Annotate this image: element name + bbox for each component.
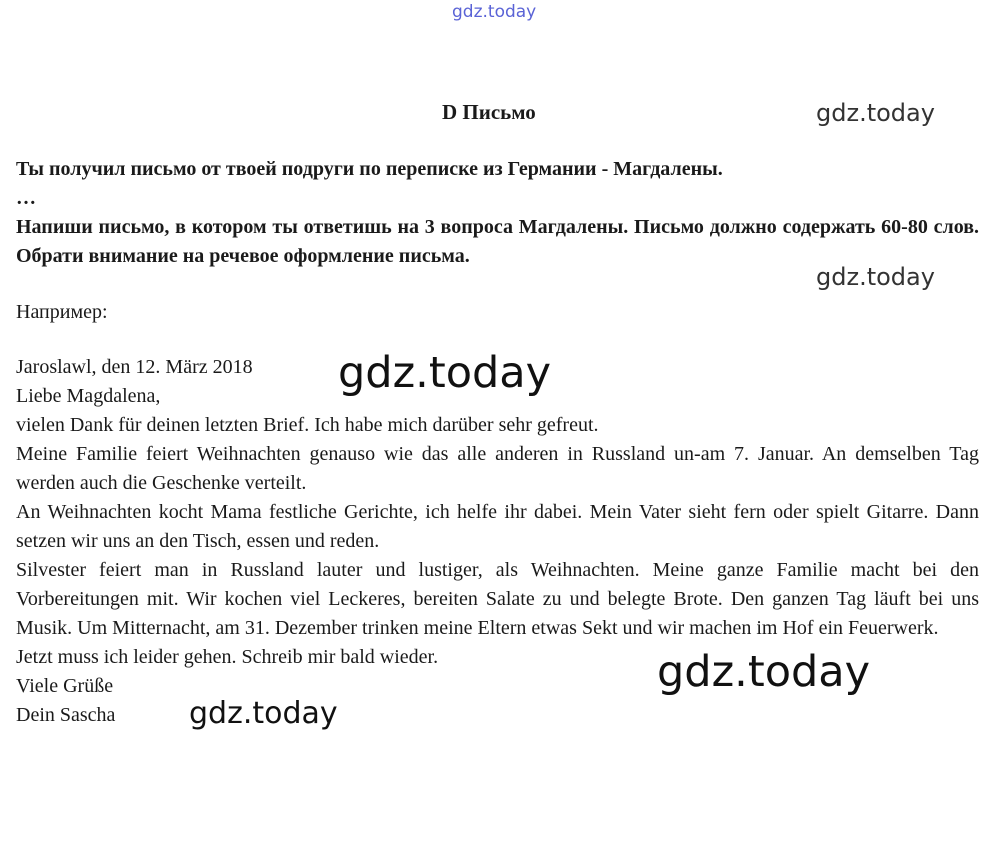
example-label: Например: xyxy=(16,301,108,323)
letter-paragraph: Meine Familie feiert Weihnachten genauso wie das alle anderen in Russland un-am 7. Januar. An demselben Tag werden auch die Geschenke verteilt. xyxy=(16,443,979,494)
watermark-right-2: gdz.today xyxy=(816,263,935,291)
watermark-right-1: gdz.today xyxy=(816,99,935,127)
letter-closing: Viele Grüße xyxy=(16,675,114,697)
watermark-large-1: gdz.today xyxy=(338,348,552,398)
task-line-2: Напиши письмо, в котором ты ответишь на 3 вопроса Магдалены. Письмо должно содержать 60-80 слов. Обрати внимание на речевое оформление письма. xyxy=(16,216,979,267)
letter-date: Jaroslawl, den 12. März 2018 xyxy=(16,356,253,378)
task-line-1: Ты получил письмо от твоей подруги по переписке из Германии - Магдалены. xyxy=(16,158,723,180)
letter-paragraph: Jetzt muss ich leider gehen. Schreib mir bald wieder. xyxy=(16,646,439,668)
watermark-medium: gdz.today xyxy=(189,696,338,731)
letter-signature: Dein Sascha xyxy=(16,704,116,726)
task-ellipsis: … xyxy=(16,187,36,209)
letter-greeting: Liebe Magdalena, xyxy=(16,385,161,407)
letter-paragraph: An Weihnachten kocht Mama festliche Gerichte, ich helfe ihr dabei. Mein Vater sieht fern oder spielt Gitarre. Dann setzen wir uns an den Tisch, essen und reden. xyxy=(16,501,979,552)
letter-paragraph: vielen Dank für deinen letzten Brief. Ich habe mich darüber sehr gefreut. xyxy=(16,414,599,436)
section-heading: D Письмо xyxy=(442,100,536,124)
letter-paragraph: Silvester feiert man in Russland lauter und lustiger, als Weihnachten. Meine ganze Familie macht bei den Vorbereitungen mit. Wir kochen viel Leckeres, bereiten Salate zu und belegte Brote. Den ganzen Tag läuft bei uns Musik. Um Mitternacht, am 31. Dezember trinken meine Eltern etwas Sekt und wir machen im Hof ein Feuerwerk. xyxy=(16,559,979,639)
watermark-large-2: gdz.today xyxy=(657,647,871,697)
watermark-top: gdz.today xyxy=(452,2,537,22)
